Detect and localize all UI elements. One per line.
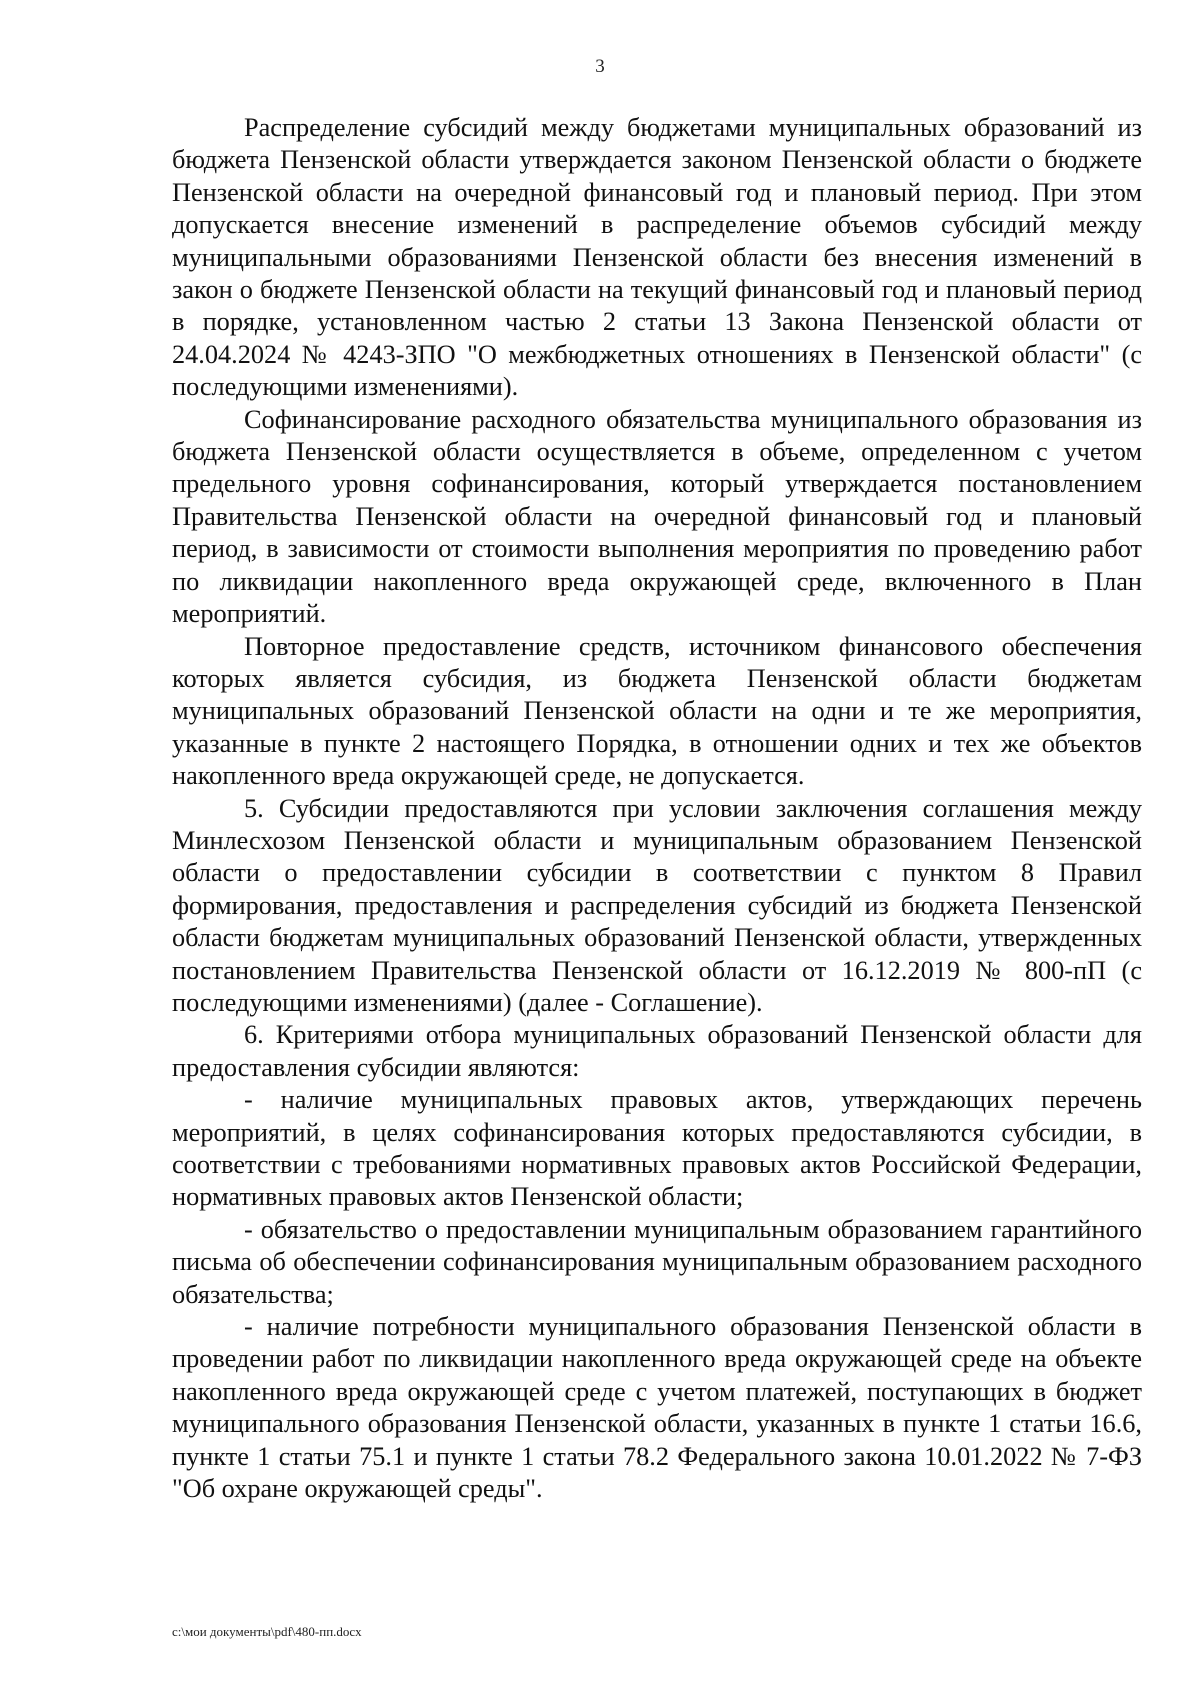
- criterion-guarantee-letter: - обязательство о предоставлении муниципальным образованием гарантийного письма об обеспечении софинансирования муниципальным образованием расходного обязательства;: [172, 1214, 1142, 1309]
- footer-file-path: c:\мои документы\pdf\480-пп.docx: [172, 1624, 362, 1639]
- criterion-legal-acts: - наличие муниципальных правовых актов, утверждающих перечень мероприятий, в целях софинансирования которых предоставляются субсидии, в соответствии с требованиями нормативных правовых актов Российской Федерации, нормативных правовых актов Пензенской области;: [172, 1085, 1142, 1212]
- paragraph-subsidy-distribution: Распределение субсидий между бюджетами муниципальных образований из бюджета Пензенской области утверждается законом Пензенской области о бюджете Пензенской области на очередной финансовый год и плановый период. При этом допускается внесение изменений в распределение объемов субсидий между муниципальными образованиями Пензенской области без внесения изменений в закон о бюджете Пензенской области на текущий финансовый год и плановый период в порядке, установленном частью 2 статьи 13 Закона Пензенской области от 24.04.2024 № 4243-ЗПО "О межбюджетных отношениях в Пензенской области" (с последующими изменениями).: [172, 113, 1142, 402]
- paragraph-repeat-provision: Повторное предоставление средств, источником финансового обеспечения которых является субсидия, из бюджета Пензенской области бюджетам муниципальных образований Пензенской области на одни и те же мероприятия, указанные в пункте 2 настоящего Порядка, в отношении одних и тех же объектов накопленного вреда окружающей среде, не допускается.: [172, 631, 1142, 791]
- page-number: 3: [595, 56, 605, 77]
- paragraph-item-5: 5. Субсидии предоставляются при условии заключения соглашения между Минлесхозом Пензенской области и муниципальным образованием Пензенской области о предоставлении субсидии в соответствии с пунктом 8 Правил формирования, предоставления и распределения субсидий из бюджета Пензенской области бюджетам муниципальных образований Пензенской области, утвержденных постановлением Правительства Пензенской области от 16.12.2019 № 800-пП (с последующими изменениями) (далее - Соглашение).: [172, 793, 1142, 1017]
- document-body: [172, 112, 1142, 1505]
- paragraph-item-6: 6. Критериями отбора муниципальных образований Пензенской области для предоставления субсидии являются:: [172, 1020, 1142, 1082]
- criterion-need: - наличие потребности муниципального образования Пензенской области в проведении работ по ликвидации накопленного вреда окружающей среде на объекте накопленного вреда окружающей среде с учетом платежей, поступающих в бюджет муниципального образования Пензенской области, указанных в пункте 1 статьи 16.6, пункте 1 статьи 75.1 и пункте 1 статьи 78.2 Федерального закона 10.01.2022 № 7-ФЗ "Об охране окружающей среды".: [172, 1312, 1142, 1504]
- paragraph-cofinancing: Софинансирование расходного обязательства муниципального образования из бюджета Пензенской области осуществляется в объеме, определенном с учетом предельного уровня софинансирования, который утверждается постановлением Правительства Пензенской области на очередной финансовый год и плановый период, в зависимости от стоимости выполнения мероприятия по проведению работ по ликвидации накопленного вреда окружающей среде, включенного в План мероприятий.: [172, 404, 1142, 629]
